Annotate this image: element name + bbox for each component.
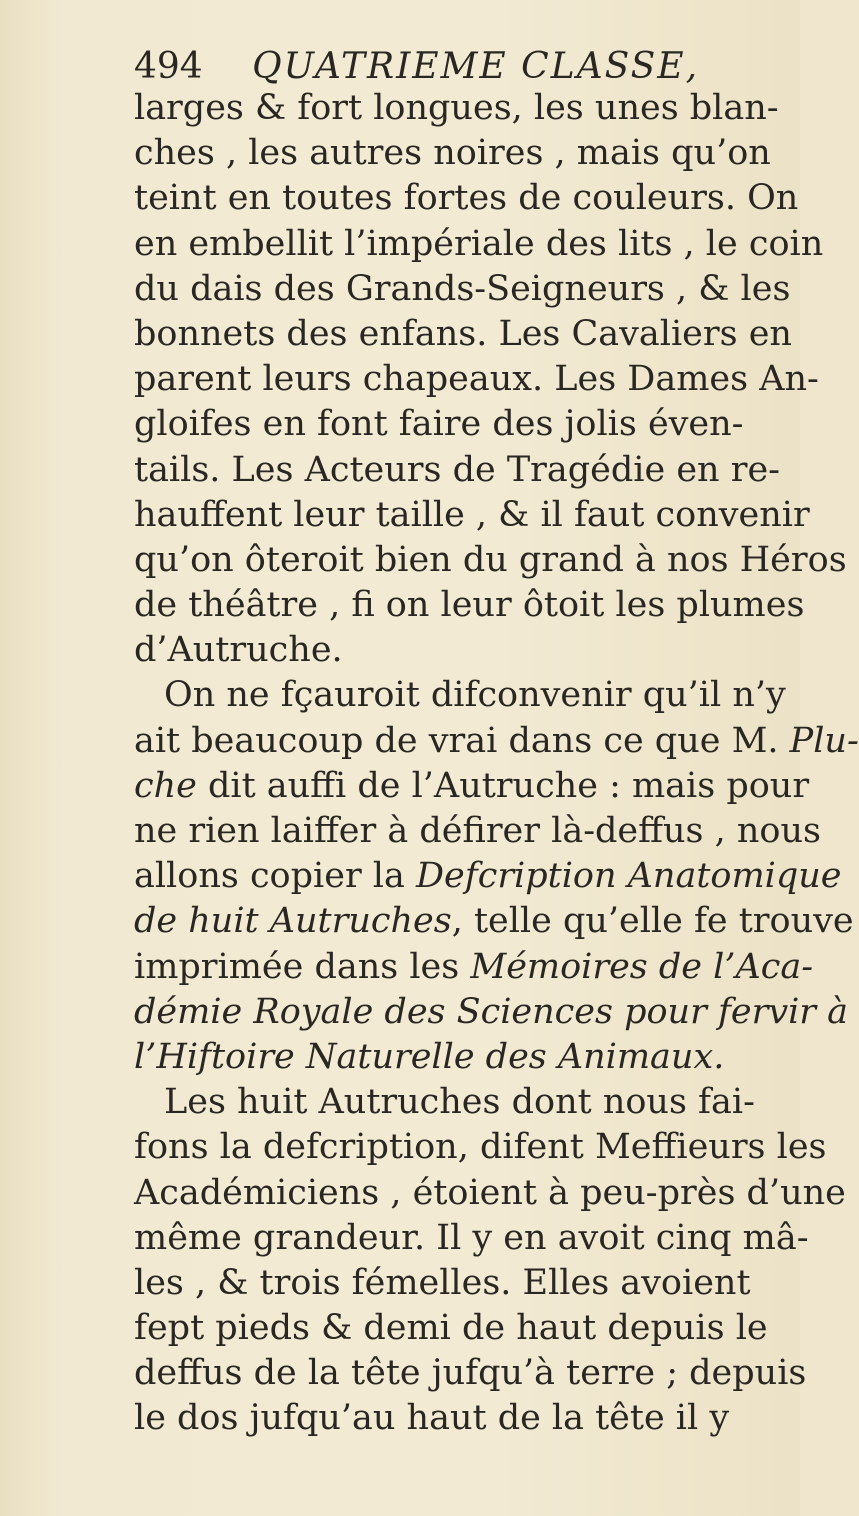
- text-line: [134, 1261, 794, 1306]
- text-segment: imprimée dans les: [134, 946, 471, 987]
- running-title: QUATRIEME CLASSE,: [252, 46, 700, 87]
- body-text: [134, 86, 859, 1442]
- text-line: [134, 1035, 794, 1080]
- italic-text: Mémoires de l’Aca-: [470, 946, 814, 987]
- text-line: [134, 719, 859, 764]
- text-line: [134, 176, 799, 221]
- text-line: [134, 402, 794, 447]
- italic-text: de huit Autruches: [134, 901, 452, 942]
- italic-text: Defcription Anatomique: [415, 856, 842, 897]
- text-line: [134, 86, 794, 131]
- text-segment: les , & trois fémelles. Elles avoient: [134, 1262, 751, 1303]
- text-segment: en embellit l’impériale des lits , le coin: [134, 223, 824, 264]
- text-line: [134, 809, 821, 854]
- text-segment: ches , les autres noires , mais qu’on: [134, 133, 771, 174]
- page-header: [134, 42, 774, 92]
- text-line: [134, 583, 805, 628]
- text-segment: larges & fort longues, les unes blan-: [134, 88, 779, 128]
- text-segment: même grandeur. Il y en avoit cinq mâ-: [134, 1217, 809, 1258]
- text-line: [134, 493, 810, 538]
- text-segment: tails. Les Acteurs de Tragédie en re-: [134, 449, 780, 490]
- text-segment: deffus de la tête jufqu’à terre ; depuis: [134, 1353, 807, 1394]
- italic-text: démie Royale des Sciences pour fervir à: [134, 991, 849, 1032]
- text-line: [134, 1396, 794, 1441]
- text-line: [134, 945, 814, 990]
- italic-text: l’Hiftoire Naturelle des Animaux.: [134, 1036, 725, 1077]
- text-segment: teint en toutes fortes de couleurs. On: [134, 178, 799, 219]
- text-segment: fons la defcription, difent Meffieurs les: [134, 1127, 827, 1168]
- text-line: [134, 899, 854, 944]
- text-segment: dit auffi de l’Autruche : mais pour: [196, 765, 810, 806]
- text-segment: fept pieds & demi de haut depuis le: [134, 1308, 768, 1349]
- text-segment: parent leurs chapeaux. Les Dames An-: [134, 359, 819, 400]
- text-line: [134, 1351, 807, 1396]
- text-line: [134, 854, 842, 899]
- text-segment: de théâtre , fi on leur ôtoit les plumes: [134, 585, 805, 626]
- text-line: [134, 538, 847, 583]
- text-line: [134, 267, 794, 312]
- page-number: 494: [134, 46, 203, 87]
- text-segment: du dais des Grands-Seigneurs , & les: [134, 268, 791, 309]
- text-line: [134, 764, 810, 809]
- text-line: [134, 357, 819, 402]
- text-line: [134, 673, 794, 718]
- text-segment: allons copier la: [134, 856, 416, 897]
- text-line: [134, 1125, 827, 1170]
- text-segment: bonnets des enfans. Les Cavaliers en: [134, 313, 792, 354]
- text-line: [134, 1171, 846, 1216]
- text-segment: gloifes en font faire des jolis éven-: [134, 404, 744, 445]
- text-segment: ne rien laiffer à défirer là-deffus , nous: [134, 811, 821, 851]
- text-line: [134, 222, 824, 267]
- text-line: [134, 1216, 809, 1261]
- italic-text: Plu-: [789, 720, 859, 761]
- text-line: [134, 1080, 794, 1125]
- text-segment: qu’on ôteroit bien du grand à nos Héros: [134, 539, 847, 580]
- text-segment: hauffent leur taille , & il faut convenir: [134, 494, 810, 535]
- text-line: [134, 312, 794, 357]
- text-line: [134, 990, 849, 1035]
- text-segment: Académiciens , étoient à peu-près d’une: [134, 1172, 846, 1213]
- italic-text: che: [134, 765, 197, 806]
- text-segment: On ne fçauroit difconvenir qu’il n’y: [164, 675, 786, 716]
- text-line: [134, 1306, 794, 1351]
- text-line: [134, 448, 794, 493]
- text-segment: d’Autruche.: [134, 630, 343, 671]
- text-line: [134, 628, 794, 673]
- text-segment: ait beaucoup de vrai dans ce que M.: [134, 720, 790, 761]
- text-segment: le dos jufqu’au haut de la tête il y: [134, 1398, 730, 1439]
- text-segment: Les huit Autruches dont nous fai-: [164, 1082, 755, 1123]
- text-segment: , telle qu’elle fe trouve: [451, 901, 854, 942]
- text-line: [134, 131, 794, 176]
